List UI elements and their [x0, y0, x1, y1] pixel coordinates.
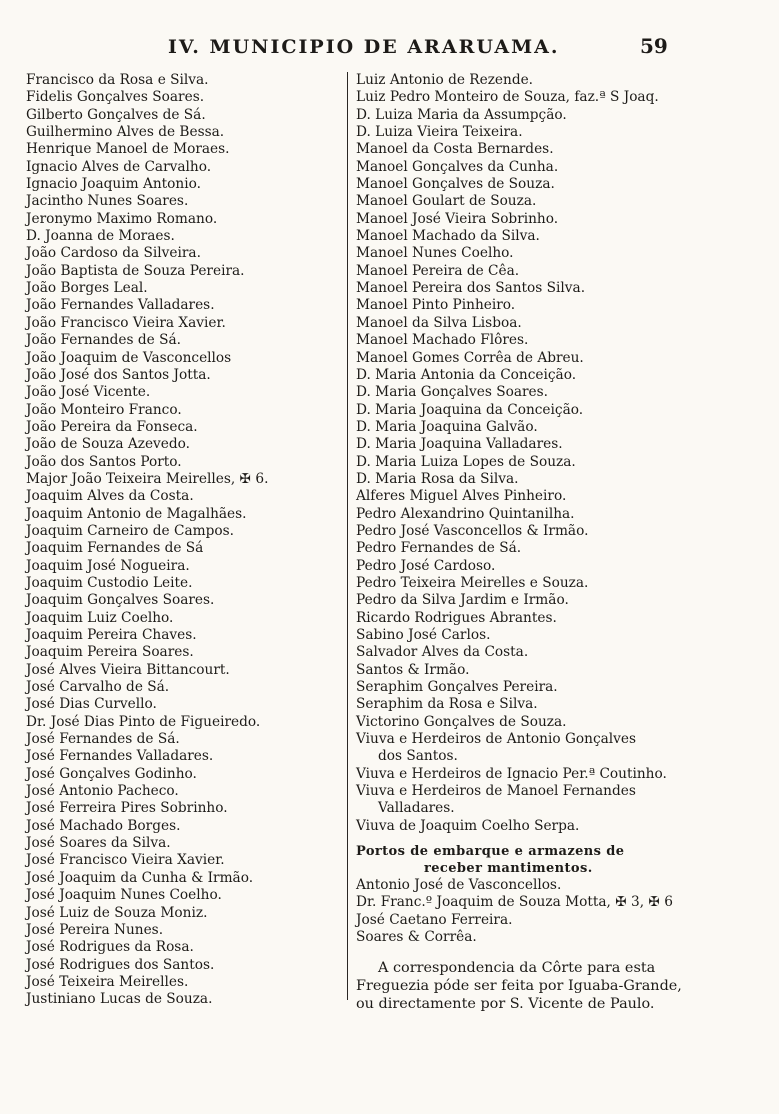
left-column: [26, 72, 342, 1009]
list-item: Viuva e Herdeiros de Antonio Gonçalves: [356, 731, 636, 748]
list-item: Pedro Fernandes de Sá.: [356, 540, 522, 557]
list-item: Seraphim Gonçalves Pereira.: [356, 679, 558, 696]
list-item: D. Maria Gonçalves Soares.: [356, 384, 548, 401]
list-item: João José Vicente.: [26, 384, 151, 401]
list-item: José Ferreira Pires Sobrinho.: [26, 800, 228, 817]
list-item: José Teixeira Meirelles.: [26, 973, 189, 990]
list-item: Ignacio Joaquim Antonio.: [26, 176, 201, 193]
list-item: José Gonçalves Godinho.: [26, 765, 197, 782]
list-item: Manoel da Costa Bernardes.: [356, 141, 554, 158]
list-item: José Joaquim da Cunha & Irmão.: [26, 869, 254, 886]
list-item: Gilberto Gonçalves de Sá.: [26, 106, 206, 123]
list-item: Santos & Irmão.: [356, 661, 470, 678]
list-item: José Caetano Ferreira.: [356, 911, 513, 928]
list-item: Alferes Miguel Alves Pinheiro.: [356, 488, 567, 505]
list-item: Manoel Gonçalves da Cunha.: [356, 158, 559, 175]
list-item: Joaquim Custodio Leite.: [26, 574, 193, 591]
list-item: João Joaquim de Vasconcellos: [26, 349, 232, 366]
list-item: José Soares da Silva.: [26, 835, 171, 852]
list-item: Dr. José Dias Pinto de Figueiredo.: [26, 713, 261, 730]
list-item: José Antonio Pacheco.: [26, 783, 179, 800]
list-item: Henrique Manoel de Moraes.: [26, 141, 230, 158]
list-item: D. Maria Antonia da Conceição.: [356, 366, 577, 383]
list-item: Manoel Pereira de Cêa.: [356, 262, 520, 279]
page-header: [0, 36, 779, 66]
list-item: Luiz Antonio de Rezende.: [356, 72, 534, 88]
list-item: Antonio José de Vasconcellos.: [356, 877, 562, 894]
list-item: D. Joanna de Moraes.: [26, 228, 175, 245]
list-item: José Fernandes Valladares.: [26, 748, 214, 765]
section-entries: [356, 877, 696, 946]
list-item: João José dos Santos Jotta.: [26, 366, 211, 383]
list-item: Dr. Franc.º Joaquim de Souza Motta, ✠ 3, ✠ 6: [356, 894, 673, 911]
list-item: Jeronymo Maximo Romano.: [26, 210, 218, 227]
list-item: João Baptista de Souza Pereira.: [26, 262, 245, 279]
list-item: Joaquim Pereira Chaves.: [26, 627, 197, 643]
right-column: [356, 72, 696, 1013]
list-item: João Fernandes de Sá.: [26, 332, 181, 349]
list-item: Viuva de Joaquim Coelho Serpa.: [356, 817, 580, 834]
list-item: Pedro José Vasconcellos & Irmão.: [356, 522, 589, 539]
list-item: José Machado Borges.: [26, 817, 181, 834]
list-item: Joaquim Antonio de Magalhães.: [26, 505, 247, 522]
list-item: Guilhermino Alves de Bessa.: [26, 124, 225, 141]
list-item: Ricardo Rodrigues Abrantes.: [356, 609, 557, 626]
list-item: Pedro Teixeira Meirelles e Souza.: [356, 574, 589, 591]
correspondence-note: [356, 959, 696, 1013]
list-item: João Borges Leal.: [26, 280, 148, 297]
list-item: João Francisco Vieira Xavier.: [26, 314, 226, 331]
list-item: José Rodrigues dos Santos.: [26, 956, 215, 973]
list-item: José Fernandes de Sá.: [26, 731, 180, 748]
list-item: Joaquim Alves da Costa.: [26, 488, 194, 505]
list-item: João de Souza Azevedo.: [26, 436, 190, 453]
list-item: José Luiz de Souza Moniz.: [26, 904, 208, 921]
list-item: Fidelis Gonçalves Soares.: [26, 89, 205, 106]
list-item: João Pereira da Fonseca.: [26, 418, 198, 435]
list-item: Joaquim José Nogueira.: [26, 557, 190, 574]
list-item: Valladares.: [378, 800, 455, 817]
list-item: Pedro da Silva Jardim e Irmão.: [356, 592, 569, 609]
list-item: Viuva e Herdeiros de Manoel Fernandes: [356, 783, 636, 800]
list-item: D. Maria Joaquina Valladares.: [356, 436, 563, 453]
list-item: Joaquim Gonçalves Soares.: [26, 592, 215, 609]
list-item: D. Luiza Maria da Assumpção.: [356, 106, 567, 123]
widow-heirs-list: [356, 731, 696, 835]
list-item: José Francisco Vieira Xavier.: [26, 852, 225, 869]
list-item: José Joaquim Nunes Coelho.: [26, 887, 222, 904]
list-item: Manoel da Silva Lisboa.: [356, 314, 522, 331]
list-item: João Monteiro Franco.: [26, 401, 182, 418]
list-item: Seraphim da Rosa e Silva.: [356, 696, 538, 713]
list-item: Francisco da Rosa e Silva.: [26, 72, 209, 88]
list-item: D. Maria Luiza Lopes de Souza.: [356, 453, 576, 470]
list-item: João Fernandes Valladares.: [26, 297, 215, 314]
list-item: Manoel José Vieira Sobrinho.: [356, 210, 559, 227]
list-item: José Pereira Nunes.: [26, 921, 164, 938]
list-item: Manoel Gonçalves de Souza.: [356, 176, 555, 193]
list-item: Luiz Pedro Monteiro de Souza, faz.ª S Joaq.: [356, 89, 659, 106]
list-item: Joaquim Fernandes de Sá: [26, 540, 204, 557]
list-item: Manoel Gomes Corrêa de Abreu.: [356, 349, 584, 366]
list-item: Sabino José Carlos.: [356, 627, 491, 643]
list-item: D. Maria Joaquina Galvão.: [356, 418, 538, 435]
right-name-list: [356, 72, 696, 731]
list-item: Manoel Machado da Silva.: [356, 228, 540, 245]
section-heading-line1: Portos de embarque e armazens de: [356, 844, 625, 860]
list-item: D. Luiza Vieira Teixeira.: [356, 124, 523, 141]
list-item: Viuva e Herdeiros de Ignacio Per.ª Coutinho.: [356, 765, 667, 782]
list-item: Manoel Pereira dos Santos Silva.: [356, 280, 586, 297]
page-title: IV. MUNICIPIO DE ARARUAMA.: [168, 36, 560, 58]
list-item: Manoel Goulart de Souza.: [356, 193, 537, 210]
note-line1: A correspondencia da Côrte para esta: [378, 959, 656, 976]
column-divider: [347, 72, 348, 1000]
list-item: Justiniano Lucas de Souza.: [26, 991, 213, 1008]
list-item: Joaquim Carneiro de Campos.: [26, 522, 234, 539]
list-item: José Alves Vieira Bittancourt.: [26, 661, 230, 678]
list-item: José Rodrigues da Rosa.: [26, 939, 194, 956]
list-item: João dos Santos Porto.: [26, 453, 182, 470]
list-item: Victorino Gonçalves de Souza.: [356, 713, 567, 730]
section-heading: [356, 843, 696, 877]
list-item: D. Maria Rosa da Silva.: [356, 470, 519, 487]
list-item: Jacintho Nunes Soares.: [26, 193, 189, 210]
list-item: Major João Teixeira Meirelles, ✠ 6.: [26, 470, 269, 487]
list-item: Pedro Alexandrino Quintanilha.: [356, 505, 575, 522]
list-item: José Carvalho de Sá.: [26, 679, 170, 696]
list-item: Manoel Pinto Pinheiro.: [356, 297, 516, 314]
list-item: D. Maria Joaquina da Conceição.: [356, 401, 584, 418]
section-heading-line2: receber mantimentos.: [424, 861, 593, 877]
list-item: Ignacio Alves de Carvalho.: [26, 158, 212, 175]
list-item: José Dias Curvello.: [26, 696, 157, 713]
list-item: Manoel Machado Flôres.: [356, 332, 529, 349]
list-item: dos Santos.: [378, 748, 458, 765]
note-line3: ou directamente por S. Vicente de Paulo.: [356, 995, 655, 1012]
list-item: Manoel Nunes Coelho.: [356, 245, 514, 262]
list-item: João Cardoso da Silveira.: [26, 245, 201, 262]
page-number: 59: [640, 34, 668, 58]
list-item: Pedro José Cardoso.: [356, 557, 496, 574]
list-item: Joaquim Pereira Soares.: [26, 644, 194, 661]
note-line2: Freguezia póde ser feita por Iguaba-Grande,: [356, 977, 682, 994]
list-item: Soares & Corrêa.: [356, 929, 477, 946]
list-item: Joaquim Luiz Coelho.: [26, 609, 174, 626]
list-item: Salvador Alves da Costa.: [356, 644, 529, 661]
